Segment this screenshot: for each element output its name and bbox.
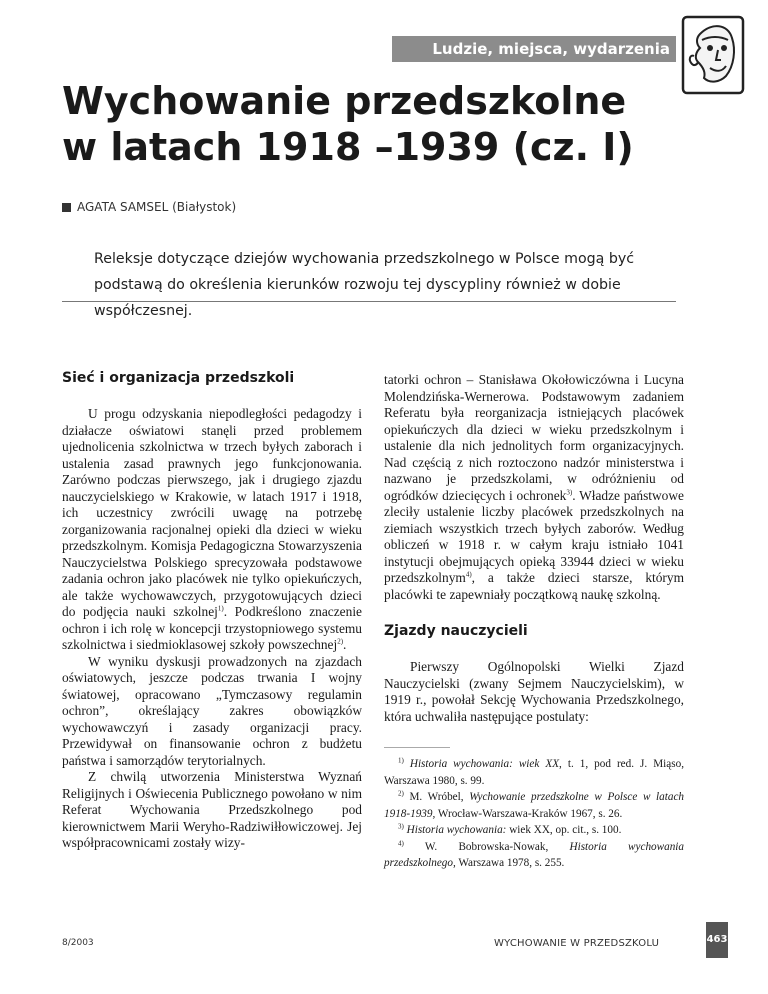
column-right [384, 372, 684, 872]
section-heading: Zjazdy nauczycieli [384, 623, 528, 639]
footnote-ref: 3) [566, 488, 573, 497]
author-byline [62, 200, 236, 214]
paragraph: Z chwilą utworzenia Ministerstwa Wyznań Religijnych i Oświecenia Publicznego powołano w nim Referat Wychowania Przedszkolnego pod kierownictwem Marii Weryho-Radziwiłłowiczowej. Jej współpracownicami zostały wizy- [62, 769, 362, 850]
footnote: $^{3)}$ Historia wychowania: wiek XX, op. cit., s. 100. [398, 822, 622, 836]
paragraph: W wyniku dyskusji prowadzonych na zjazdach oświatowych, jeszcze podczas trwania I wojny światowej, opracowano „Tymczasowy regulamin ochron”, określający zakres obowiązków wychowawczyń i zasady organizacji pracy. Przewidywał on finansowanie ochron z budżetu państwa i samorządów terytorialnych. [62, 653, 362, 768]
journal-name: WYCHOWANIE W PRZEDSZKOLU [494, 938, 660, 949]
paragraph [62, 406, 362, 654]
author-name: AGATA SAMSEL (Białystok) [77, 200, 237, 214]
footnote-ref: 1) [217, 604, 224, 613]
divider [62, 301, 676, 302]
issue-label: 8/2003 [62, 938, 94, 948]
article-title [62, 78, 702, 170]
section-heading: Sieć i organizacja przedszkoli [62, 370, 295, 386]
footnote: $^{2)}$ M. Wróbel, Wychowanie przedszkolne w Polsce w latach 1918-1939, Wrocław-Warszawa-Kraków 1967, s. 26. [384, 789, 685, 820]
title-line-1: Wychowanie przedszkolne [62, 79, 627, 123]
column-left [62, 368, 362, 852]
text-run: , a także dzieci starsze, którym placówki te zapewniały początkową naukę szkolną. [384, 570, 684, 602]
page-number: 463 [706, 922, 728, 958]
text-run: . Podkreślono znaczenie ochron i ich rolę w koncepcji trzystopniowego systemu szkolnictwa i siedmioklasowej szkoły powszechnej [62, 604, 362, 652]
footnote: $^{4)}$ W. Bobrowska-Nowak, Historia wychowania przedszkolnego, Warszawa 1978, s. 255. [384, 838, 684, 869]
section-banner: Ludzie, miejsca, wydarzenia [392, 36, 676, 62]
text-run: U progu odzyskania niepodległości pedagodzy i działacze oświatowi stanęli przed problemem ujednolicenia szkolnictwa w trzech byłych zaborach i ustalenia zasad prawnych jego funkcjonowania. Zarówno podczas pierwszego, jak i drugiego zjazdu nauczycielskiego w Krakowie, w latach 1917 i 1918, ich uczestnicy zwrócili uwagę na potrzebę zorganizowania racjonalnej opieki dla dzieci w wieku przedszkolnym. Komisja Pedagogiczna Stowarzyszenia Nauczycielstwa Polskiego sprecyzowała podstawowe zadania ochron jako placówek nie tylko opiekuńczych, ale także wychowawczych, przygotowujących dzieci do podjęcia nauki szkolnej [62, 406, 362, 619]
footnotes [384, 756, 684, 872]
footnote-divider [384, 747, 450, 748]
bullet-square-icon [62, 203, 71, 212]
lead-paragraph: Releksje dotyczące dziejów wychowania przedszkolnego w Polsce mogą być podstawą do określenia kierunków rozwoju tej dyscypliny również w dobie współczesnej. [94, 251, 635, 319]
text-run: . Władze państwowe zleciły ustalenie liczby placówek przedszkolnych na ziemiach wszystkich trzech byłych zaborów. Według obliczeń w 1918 r. w całym kraju istniało 1041 instytucji obejmujących opieką 33944 dzieci w wieku przedszkolnym [384, 487, 684, 585]
text-run: . [343, 637, 347, 652]
text-run: tatorki ochron – Stanisława Okołowiczówna i Lucyna Molendzińska-Wernerowa. Podstawowym zadaniem Referatu była reorganizacja istniejących placówek opiekuńczych dla dzieci w wieku przedszkolnym i ustalenie dla nich jednolitych form organizacyjnych. Nad częścią z nich roztoczono nadzór ministerstwa i nazwano je przedszkolami, w odróżnieniu od ogródków dziecięcych i ochronek [384, 372, 684, 503]
title-line-2: w latach 1918 –1939 (cz. I) [62, 125, 634, 169]
paragraph: Pierwszy Ogólnopolski Wielki Zjazd Nauczycielski (zwany Sejmem Nauczycielskim), w 1919 r., powołał Sekcję Wychowania Przedszkolnego, która uchwaliła następujące postulaty: [384, 659, 684, 724]
footnote-ref: 2) [337, 637, 344, 646]
footnote: $^{1)}$ Historia wychowania: wiek XX, t. 1, pod red. J. Miąso, Warszawa 1980, s. 99. [384, 756, 684, 787]
paragraph [384, 372, 684, 603]
footnote-ref: 4) [465, 570, 472, 579]
